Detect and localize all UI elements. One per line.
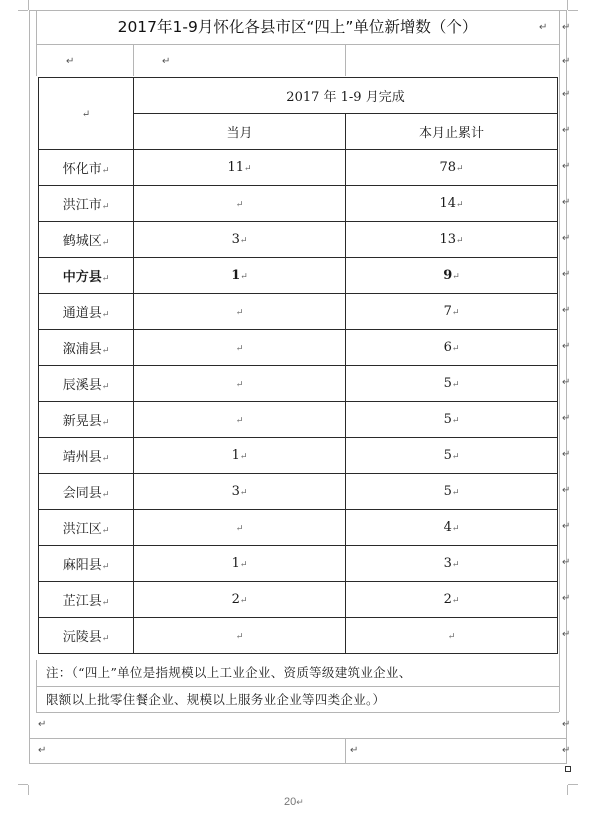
paragraph-mark: ↵ [451,488,460,498]
region-name-cell [39,582,134,618]
region-name-text: 芷江县 [62,594,102,609]
table-row [39,582,558,618]
cumulative-value-cell [346,510,558,546]
header-cumulative-cell: 本月止累计 [346,114,558,150]
cumulative-value-text: 6 [443,340,452,355]
paragraph-mark: ↵ [562,593,571,604]
paragraph-mark: ↵ [452,272,460,282]
month-value-text: 3 [231,484,240,499]
data-table [38,77,558,654]
region-name-text: 靖州县 [62,450,102,465]
cumulative-value-cell [346,438,558,474]
month-value-cell [134,402,346,438]
month-value-text: 1 [231,556,240,571]
region-name-text: 麻阳县 [62,558,102,573]
paragraph-mark: ↵ [235,380,244,390]
region-name-text: 洪江市 [62,198,102,213]
cumulative-value-text: 5 [443,376,452,391]
paragraph-mark: ↵ [456,200,464,210]
page-number-text: 20 [284,796,297,808]
region-name-cell [39,546,134,582]
paragraph-mark: ↵ [235,524,244,534]
region-name-text: 洪江区 [62,522,102,537]
paragraph-mark: ↵ [562,485,571,496]
paragraph-mark: ↵ [101,238,110,248]
paragraph-mark: ↵ [562,745,571,756]
table-row [39,366,558,402]
crop-mark [18,784,28,785]
table-row [39,618,558,654]
cumulative-value-cell [346,402,558,438]
paragraph-mark: ↵ [562,719,571,730]
table-resize-handle[interactable] [565,766,571,772]
region-name-text: 新晃县 [62,414,102,429]
paragraph-mark: ↵ [451,416,460,426]
paragraph-mark: ↵ [235,344,244,354]
cumulative-value-text: 4 [443,520,452,535]
paragraph-mark: ↵ [101,562,110,572]
paragraph-mark: ↵ [451,308,460,318]
paragraph-mark: ↵ [562,56,571,67]
table-row [39,186,558,222]
layout-gridline [29,738,567,739]
month-value-text: 1 [231,448,240,463]
cumulative-value-cell [346,258,558,294]
paragraph-mark: ↵ [451,452,460,462]
region-name-cell [39,294,134,330]
header-month-cell: 当月 [134,114,346,150]
paragraph-mark: ↵ [101,634,110,644]
cumulative-value-text: 9 [443,268,453,283]
region-name-cell [39,330,134,366]
paragraph-mark: ↵ [350,745,359,756]
crop-mark [568,10,578,11]
header-group-cell: 2017 年 1-9 月完成 [134,78,558,114]
cumulative-value-cell [346,546,558,582]
paragraph-mark: ↵ [101,346,110,356]
paragraph-mark: ↵ [38,719,47,730]
layout-gridline [345,738,346,764]
paragraph-mark: ↵ [66,56,75,67]
paragraph-mark: ↵ [451,524,460,534]
paragraph-mark: ↵ [235,632,244,642]
cumulative-value-cell [346,366,558,402]
note-line-2: 限额以上批零住餐企业、规模以上服务业企业等四类企业。） [46,692,386,707]
paragraph-mark: ↵ [562,629,571,640]
region-name-text: 中方县 [62,270,102,285]
region-name-cell [39,618,134,654]
crop-mark [18,10,28,11]
cumulative-value-cell [346,150,558,186]
crop-mark [567,785,568,795]
cumulative-value-text: 13 [439,232,456,247]
cumulative-value-cell [346,582,558,618]
paragraph-mark: ↵ [240,272,248,282]
cumulative-value-cell [346,294,558,330]
paragraph-mark: ↵ [235,308,244,318]
month-value-text: 2 [231,592,240,607]
paragraph-mark: ↵ [101,202,110,212]
month-value-cell [134,150,346,186]
paragraph-mark: ↵ [447,632,456,642]
region-name-cell [39,438,134,474]
crop-mark [28,785,29,795]
month-value-cell [134,438,346,474]
cumulative-value-text: 14 [439,196,456,211]
region-name-cell [39,222,134,258]
cumulative-value-text: 5 [443,412,452,427]
paragraph-mark: ↵ [235,416,244,426]
paragraph-mark: ↵ [456,164,464,174]
paragraph-mark: ↵ [239,596,248,606]
layout-gridline [36,44,37,76]
paragraph-mark: ↵ [451,380,460,390]
page-number [284,796,304,808]
region-name-cell [39,258,134,294]
month-value-cell [134,294,346,330]
paragraph-mark: ↵ [539,22,548,33]
paragraph-mark: ↵ [239,488,248,498]
crop-mark [28,0,29,10]
region-name-cell [39,402,134,438]
paragraph-mark: ↵ [562,557,571,568]
month-value-cell [134,474,346,510]
paragraph-mark: ↵ [239,452,248,462]
table-row [39,402,558,438]
cumulative-value-text: 2 [443,592,452,607]
region-name-cell [39,150,134,186]
paragraph-mark: ↵ [451,344,460,354]
header-corner-cell [39,78,134,150]
paragraph-mark: ↵ [562,22,571,33]
paragraph-mark: ↵ [81,109,91,120]
cumulative-value-text: 5 [443,448,452,463]
region-name-cell [39,474,134,510]
cumulative-value-cell [346,222,558,258]
paragraph-mark: ↵ [101,490,110,500]
paragraph-mark: ↵ [562,305,571,316]
cumulative-value-text: 7 [443,304,452,319]
region-name-text: 通道县 [62,306,102,321]
month-value-cell [134,366,346,402]
table-row [39,330,558,366]
month-value-text: 3 [231,232,240,247]
table-row [39,150,558,186]
paragraph-mark: ↵ [101,310,110,320]
table-row [39,258,558,294]
paragraph-mark: ↵ [101,526,110,536]
crop-mark [567,0,568,10]
note-line-1: 注：（“四上”单位是指规模以上工业企业、资质等级建筑业企业、 [46,665,412,680]
layout-gridline [36,712,559,713]
paragraph-mark: ↵ [562,413,571,424]
month-value-cell [134,546,346,582]
region-name-text: 溆浦县 [62,342,102,357]
paragraph-mark: ↵ [244,164,252,174]
month-value-cell [134,582,346,618]
table-row [39,474,558,510]
paragraph-mark: ↵ [562,233,571,244]
cumulative-value-text: 5 [443,484,452,499]
month-value-text: 11 [227,160,244,175]
month-value-cell [134,258,346,294]
paragraph-mark: ↵ [239,560,248,570]
paragraph-mark: ↵ [562,125,571,136]
region-name-cell [39,186,134,222]
layout-gridline [345,44,346,76]
paragraph-mark: ↵ [162,56,171,67]
region-name-text: 沅陵县 [62,630,102,645]
paragraph-mark: ↵ [235,200,244,210]
paragraph-mark: ↵ [101,418,110,428]
table-row [39,294,558,330]
paragraph-mark: ↵ [562,377,571,388]
cumulative-value-text: 3 [443,556,452,571]
cumulative-value-cell [346,186,558,222]
paragraph-mark: ↵ [562,449,571,460]
table-row [39,438,558,474]
paragraph-mark: ↵ [101,274,110,284]
paragraph-mark: ↵ [101,454,110,464]
paragraph-mark: ↵ [562,521,571,532]
paragraph-mark: ↵ [239,236,248,246]
cumulative-value-text: 78 [439,160,456,175]
region-name-text: 会同县 [62,486,102,501]
paragraph-mark: ↵ [101,382,110,392]
layout-gridline [36,44,559,45]
paragraph-mark: ↵ [451,560,460,570]
region-name-text: 鹤城区 [62,234,102,249]
month-value-text: 1 [231,268,241,283]
paragraph-mark: ↵ [562,197,571,208]
paragraph-mark: ↵ [562,89,571,100]
paragraph-mark: ↵ [562,161,571,172]
paragraph-mark: ↵ [562,269,571,280]
cumulative-value-cell [346,474,558,510]
table-row [39,546,558,582]
month-value-cell [134,330,346,366]
crop-mark [568,784,578,785]
region-name-cell [39,366,134,402]
region-name-cell [39,510,134,546]
paragraph-mark: ↵ [38,745,47,756]
layout-gridline [559,10,560,712]
month-value-cell [134,510,346,546]
cumulative-value-cell [346,618,558,654]
paragraph-mark: ↵ [451,596,460,606]
paragraph-mark: ↵ [456,236,464,246]
month-value-cell [134,222,346,258]
region-name-text: 辰溪县 [62,378,102,393]
paragraph-mark: ↵ [101,598,110,608]
note-divider [36,686,559,687]
paragraph-mark: ↵ [296,797,304,807]
month-value-cell [134,618,346,654]
layout-gridline [133,44,134,76]
paragraph-mark: ↵ [562,341,571,352]
table-header-row [39,78,558,114]
table-row [39,510,558,546]
page-title: 2017年1-9月怀化各县市区“四上”单位新增数（个） [117,18,478,36]
paragraph-mark: ↵ [101,166,110,176]
region-name-text: 怀化市 [62,162,102,177]
month-value-cell [134,186,346,222]
cumulative-value-cell [346,330,558,366]
table-row [39,222,558,258]
